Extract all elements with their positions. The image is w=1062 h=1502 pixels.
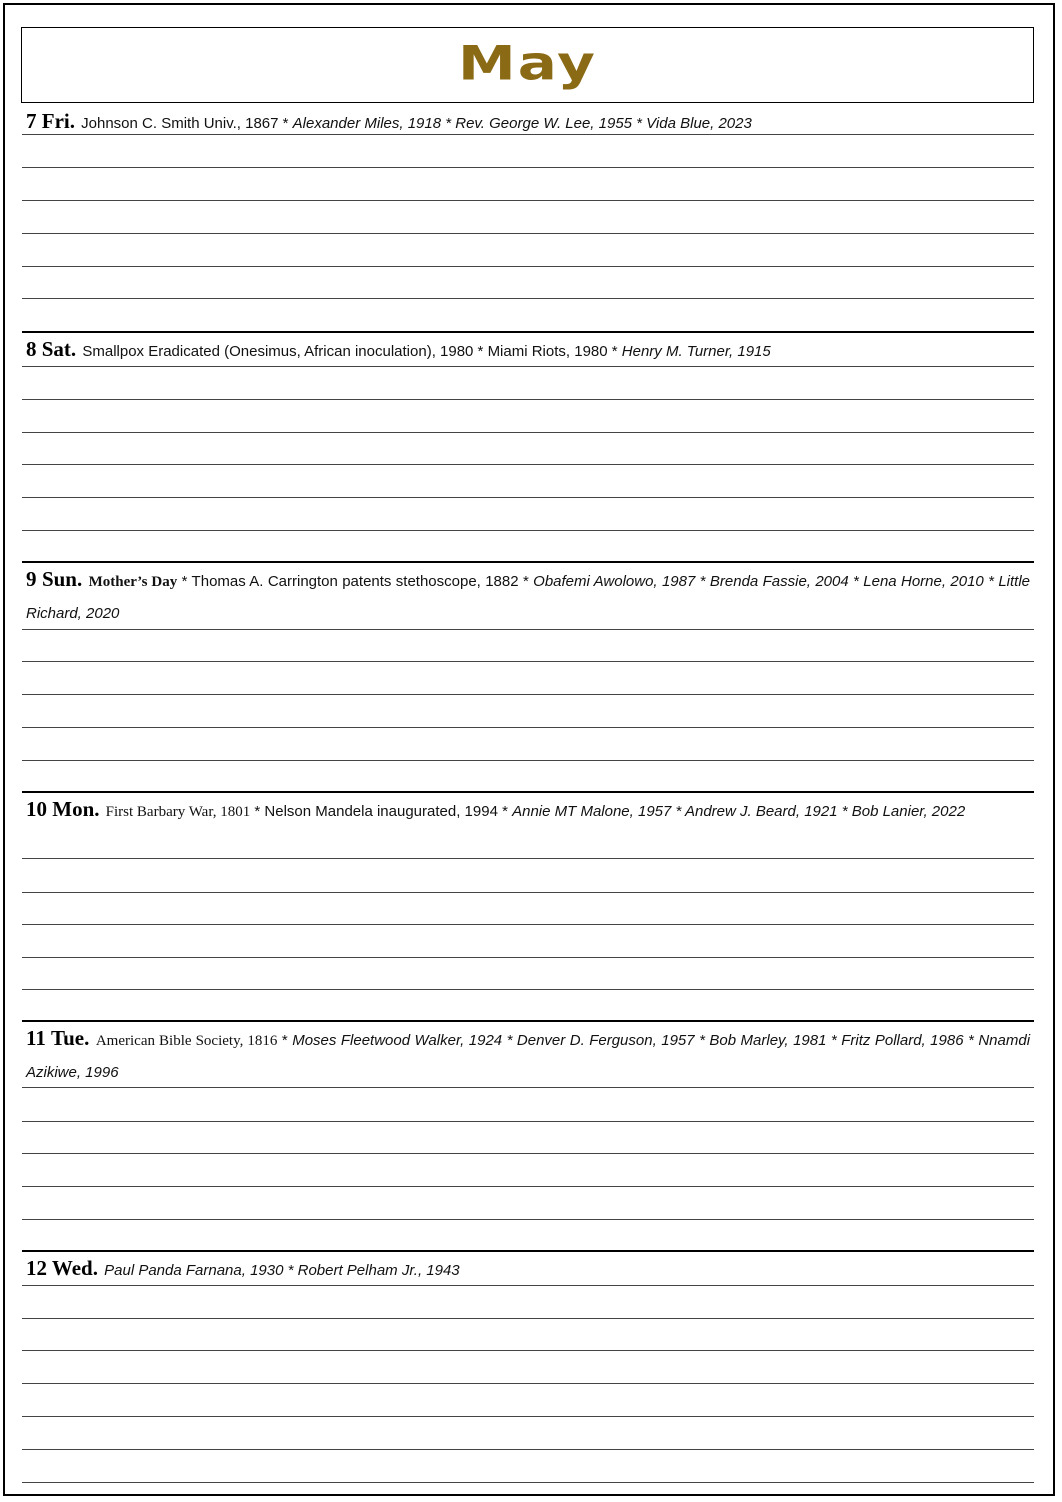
day-entry-text (26, 793, 1030, 828)
writing-line[interactable] (22, 629, 1034, 630)
writing-line[interactable] (22, 661, 1034, 662)
writing-line[interactable] (22, 1285, 1034, 1286)
event-text: Henry M. Turner, 1915 (621, 343, 771, 360)
event-text: * Nelson Mandela inaugurated, 1994 * (250, 803, 513, 820)
writing-line[interactable] (22, 957, 1034, 958)
writing-line[interactable] (22, 200, 1034, 201)
writing-line[interactable] (22, 1121, 1034, 1122)
event-text: * (277, 1032, 293, 1049)
month-title: May (458, 35, 597, 91)
event-text: Alexander Miles, 1918 * Rev. George W. Lee, 1955 * Vida Blue, 2023 (292, 115, 752, 132)
writing-line[interactable] (22, 858, 1034, 859)
writing-line[interactable] (22, 1416, 1034, 1417)
month-header (21, 27, 1034, 103)
day-label: 7 Fri. (26, 109, 75, 133)
day-section (22, 561, 1034, 793)
writing-line[interactable] (22, 432, 1034, 433)
writing-line[interactable] (22, 366, 1034, 367)
event-text: First Barbary War, 1801 (105, 804, 251, 820)
event-text: Smallpox Eradicated (Onesimus, African inoculation), 1980 * Miami Riots, 1980 * (82, 343, 622, 360)
day-entry-text (26, 1252, 1030, 1287)
writing-line[interactable] (22, 497, 1034, 498)
event-text: Paul Panda Farnana, 1930 * Robert Pelham Jr., 1943 (104, 1262, 460, 1279)
writing-line[interactable] (22, 1087, 1034, 1088)
event-text: Annie MT Malone, 1957 * Andrew J. Beard, 1921 * Bob Lanier, 2022 (512, 803, 966, 820)
event-text: American Bible Society, 1816 (95, 1033, 278, 1049)
day-section (22, 791, 1034, 1022)
day-label: 8 Sat. (26, 337, 77, 361)
writing-line[interactable] (22, 167, 1034, 168)
event-text: Moses Fleetwood Walker, 1924 * Denver D. Ferguson, 1957 * Bob Marley, 1981 * Fritz Pollard, 1986 * Nnamdi Azikiwe, 1996 (26, 1032, 1031, 1081)
writing-line[interactable] (22, 298, 1034, 299)
writing-line[interactable] (22, 1318, 1034, 1319)
day-label: 12 Wed. (26, 1256, 98, 1280)
writing-line[interactable] (22, 760, 1034, 761)
day-entry-text (26, 1022, 1030, 1089)
day-section (22, 331, 1034, 563)
event-text: Johnson C. Smith Univ., 1867 * (81, 115, 293, 132)
day-section (22, 1020, 1034, 1252)
writing-line[interactable] (22, 892, 1034, 893)
writing-line[interactable] (22, 1350, 1034, 1351)
event-text: Mother’s Day (88, 574, 178, 590)
day-section (22, 1250, 1034, 1492)
day-entry-text (26, 333, 1030, 368)
writing-line[interactable] (22, 1153, 1034, 1154)
day-label: 10 Mon. (26, 797, 100, 821)
writing-line[interactable] (22, 727, 1034, 728)
day-label: 9 Sun. (26, 567, 83, 591)
writing-line[interactable] (22, 530, 1034, 531)
day-section (22, 105, 1034, 331)
writing-line[interactable] (22, 1219, 1034, 1220)
writing-line[interactable] (22, 464, 1034, 465)
writing-line[interactable] (22, 924, 1034, 925)
day-label: 11 Tue. (26, 1026, 90, 1050)
writing-line[interactable] (22, 989, 1034, 990)
writing-line[interactable] (22, 233, 1034, 234)
writing-line[interactable] (22, 266, 1034, 267)
writing-line[interactable] (22, 134, 1034, 135)
writing-line[interactable] (22, 399, 1034, 400)
writing-line[interactable] (22, 1482, 1034, 1483)
event-text: Obafemi Awolowo, 1987 * Brenda Fassie, 2004 * Lena Horne, 2010 * Little Richard, 2020 (26, 573, 1031, 622)
writing-line[interactable] (22, 1186, 1034, 1187)
day-entry-text (26, 563, 1030, 630)
writing-line[interactable] (22, 694, 1034, 695)
event-text: * Thomas A. Carrington patents stethoscope, 1882 * (177, 573, 534, 590)
writing-line[interactable] (22, 1449, 1034, 1450)
writing-line[interactable] (22, 1383, 1034, 1384)
